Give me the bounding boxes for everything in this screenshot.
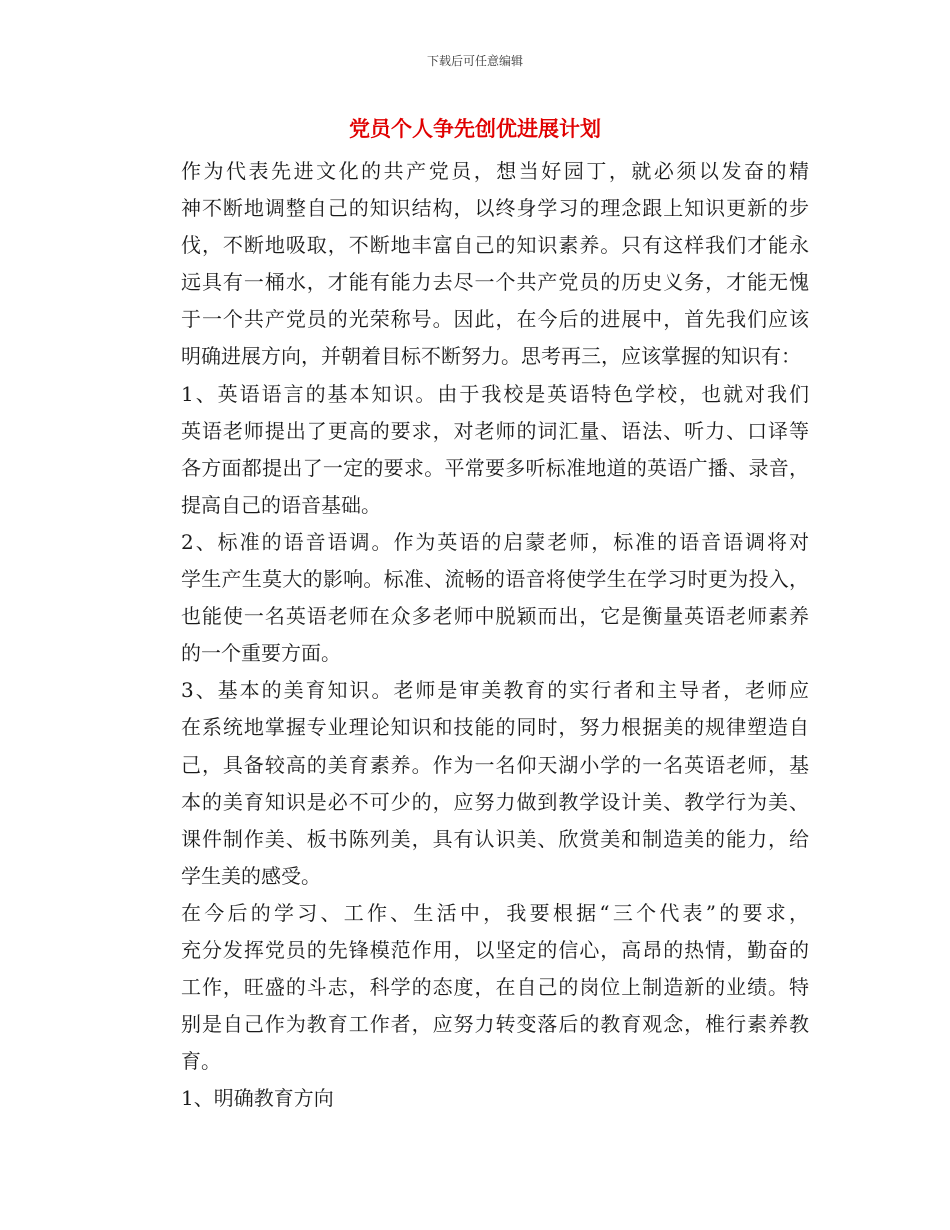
paragraph-line: 1、明确教育方向 <box>181 1086 334 1111</box>
paragraph-line: 工作，旺盛的斗志，科学的态度，在自己的岗位上制造新的业绩。特 <box>181 975 809 1000</box>
paragraph-line: 神不断地调整自己的知识结构，以终身学习的理念跟上知识更新的步 <box>181 196 809 221</box>
document-title: 党员个人争先创优进展计划 <box>349 116 601 141</box>
paragraph <box>141 153 809 376</box>
paragraph-line: 在今后的学习、工作、生活中，我要根据“三个代表”的要求， <box>181 900 809 925</box>
paragraph-line: 课件制作美、板书陈列美，具有认识美、欣赏美和制造美的能力，给 <box>181 826 809 851</box>
paragraph-line: 充分发挥党员的先锋模范作用，以坚定的信心，高昂的热情，勤奋的 <box>181 937 809 962</box>
paragraph <box>141 895 809 1080</box>
paragraph <box>141 376 809 524</box>
paragraph-line: 英语老师提出了更高的要求，对老师的词汇量、语法、听力、口译等 <box>181 418 809 443</box>
paragraph-line: 各方面都提出了一定的要求。平常要多听标准地道的英语广播、录音， <box>181 455 809 480</box>
paragraph-line: 远具有一桶水，才能有能力去尽一个共产党员的历史义务，才能无愧 <box>181 270 809 295</box>
paragraph-line: 本的美育知识是必不可少的，应努力做到教学设计美、教学行为美、 <box>181 789 809 814</box>
paragraph-line: 提高自己的语音基础。 <box>181 492 381 517</box>
paragraph-line: 别是自己作为教育工作者，应努力转变落后的教育观念，椎行素养教 <box>181 1012 809 1037</box>
paragraph-line: 学生美的感受。 <box>181 863 321 888</box>
paragraph-line: 在系统地掌握专业理论知识和技能的同时，努力根据美的规律塑造自 <box>181 715 809 740</box>
paragraph-line: 己，具备较高的美育素养。作为一名仰天湖小学的一名英语老师，基 <box>181 752 809 777</box>
paragraph-line: 育。 <box>181 1049 221 1074</box>
paragraph-line: 2、标准的语音语调。作为英语的启蒙老师，标准的语音语调将对 <box>181 529 809 554</box>
paragraph-line: 1、英语语言的基本知识。由于我校是英语特色学校，也就对我们 <box>181 381 809 406</box>
header-note: 下载后可任意编辑 <box>426 54 523 68</box>
paragraph-line: 明确进展方向，并朝着目标不断努力。思考再三，应该掌握的知识有： <box>181 344 801 369</box>
paragraph-line: 作为代表先进文化的共产党员，想当好园丁，就必须以发奋的精 <box>181 159 809 183</box>
paragraph-line: 3、基本的美育知识。老师是审美教育的实行者和主导者，老师应 <box>181 678 809 703</box>
paragraph <box>141 524 809 672</box>
paragraph-line: 于一个共产党员的光荣称号。因此，在今后的进展中，首先我们应该 <box>181 307 809 332</box>
paragraph <box>141 672 809 895</box>
paragraph-line: 的一个重要方面。 <box>181 641 341 666</box>
document-body <box>141 153 809 1117</box>
paragraph-line: 学生产生莫大的影响。标准、流畅的语音将使学生在学习时更为投入， <box>181 567 809 592</box>
paragraph-line: 伐，不断地吸取，不断地丰富自己的知识素养。只有这样我们才能永 <box>181 233 809 258</box>
paragraph <box>141 1080 809 1117</box>
paragraph-line: 也能使一名英语老师在众多老师中脱颖而出，它是衡量英语老师素养 <box>181 604 809 629</box>
